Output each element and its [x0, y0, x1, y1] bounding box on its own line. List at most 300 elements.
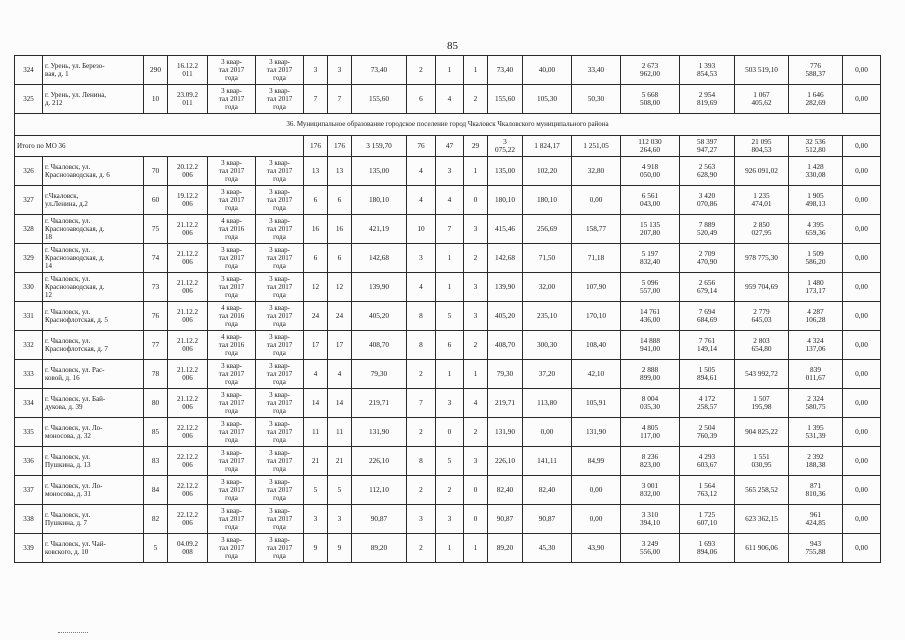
- total-cell: 1 824,17: [523, 136, 572, 157]
- table-cell: 73,40: [352, 56, 407, 85]
- table-cell: 959 704,69: [735, 273, 789, 302]
- table-row: [15, 186, 881, 215]
- table-cell: 158,77: [572, 215, 621, 244]
- table-cell: 7: [328, 85, 352, 114]
- address-cell: г. Чкаловск, ул. Чай- ковского, д. 10: [43, 534, 144, 563]
- table-cell: 2 656 679,14: [680, 273, 735, 302]
- table-row: [15, 447, 881, 476]
- row-number: 338: [15, 505, 43, 534]
- table-cell: 0: [464, 476, 488, 505]
- table-cell: 5 197 832,40: [621, 244, 680, 273]
- table-cell: 13: [304, 157, 328, 186]
- table-cell: 3 квар- тал 2017 года: [256, 244, 304, 273]
- table-cell: 3: [407, 505, 436, 534]
- table-cell: 0,00: [572, 186, 621, 215]
- table-cell: 105,30: [523, 85, 572, 114]
- table-row: [15, 244, 881, 273]
- table-cell: 4: [304, 360, 328, 389]
- table-cell: 3 квар- тал 2017 года: [208, 534, 256, 563]
- table-cell: 04.09.2 008: [168, 534, 208, 563]
- table-cell: 77: [144, 331, 168, 360]
- table-cell: 21.12.2 006: [168, 302, 208, 331]
- table-row: [15, 418, 881, 447]
- address-cell: г. Чкаловск, ул. Краснофлотская, д. 7: [43, 331, 144, 360]
- section-title: 36. Муниципальное образование городское поселение город Чкаловск Чкаловского муниципального района: [15, 114, 881, 136]
- row-number: 329: [15, 244, 43, 273]
- table-cell: 2: [407, 418, 436, 447]
- table-cell: 1: [436, 244, 464, 273]
- row-number: 334: [15, 389, 43, 418]
- table-cell: 155,60: [488, 85, 523, 114]
- table-cell: 3 квар- тал 2017 года: [208, 476, 256, 505]
- table-cell: 75: [144, 215, 168, 244]
- table-cell: 219,71: [352, 389, 407, 418]
- address-cell: г. Чкаловск, ул. Ло- моносова, д. 31: [43, 476, 144, 505]
- total-cell: 29: [464, 136, 488, 157]
- address-cell: г. Чкаловск, ул. Рас- ковой, д. 16: [43, 360, 144, 389]
- table-cell: 1 564 763,12: [680, 476, 735, 505]
- table-cell: 0,00: [843, 447, 881, 476]
- table-cell: 89,20: [488, 534, 523, 563]
- table-cell: 2 504 760,39: [680, 418, 735, 447]
- table-cell: 0,00: [843, 85, 881, 114]
- table-cell: 85: [144, 418, 168, 447]
- table-cell: 1 505 894,61: [680, 360, 735, 389]
- table-cell: 107,90: [572, 273, 621, 302]
- table-cell: 2 954 819,69: [680, 85, 735, 114]
- row-number: 325: [15, 85, 43, 114]
- section-header-row: [15, 114, 881, 136]
- table-cell: 6: [407, 85, 436, 114]
- table-cell: 3 310 394,10: [621, 505, 680, 534]
- table-cell: 8: [407, 302, 436, 331]
- table-cell: 17: [328, 331, 352, 360]
- table-cell: 84,99: [572, 447, 621, 476]
- table-cell: 8 236 823,00: [621, 447, 680, 476]
- table-cell: 2: [464, 418, 488, 447]
- table-cell: 0: [464, 186, 488, 215]
- address-cell: г. Чкаловск, ул. Красноэаводская, д. 6: [43, 157, 144, 186]
- total-cell: 3 159,70: [352, 136, 407, 157]
- table-cell: 21.12.2 006: [168, 215, 208, 244]
- table-cell: 1: [464, 56, 488, 85]
- row-number: 330: [15, 273, 43, 302]
- table-cell: 24: [304, 302, 328, 331]
- table-cell: 78: [144, 360, 168, 389]
- table-row: [15, 505, 881, 534]
- table-cell: 3 квар- тал 2017 года: [208, 360, 256, 389]
- table-cell: 71,50: [523, 244, 572, 273]
- table-cell: 7: [436, 215, 464, 244]
- table-cell: 4 287 106,28: [789, 302, 843, 331]
- table-cell: 0,00: [843, 186, 881, 215]
- table-cell: 135,00: [488, 157, 523, 186]
- table-cell: 1 393 854,53: [680, 56, 735, 85]
- table-row: [15, 56, 881, 85]
- address-cell: г. Чкаловск, ул. Ло- моносова, д. 32: [43, 418, 144, 447]
- table-cell: 16: [304, 215, 328, 244]
- total-cell: 58 397 947,27: [680, 136, 735, 157]
- table-cell: 4: [328, 360, 352, 389]
- table-cell: 6: [436, 331, 464, 360]
- table-cell: 3 квар- тал 2017 года: [208, 273, 256, 302]
- table-cell: 1: [464, 534, 488, 563]
- table-cell: 3: [407, 244, 436, 273]
- housing-register-table: [14, 55, 881, 563]
- table-cell: 3: [464, 273, 488, 302]
- table-cell: 926 091,02: [735, 157, 789, 186]
- table-cell: 4: [407, 157, 436, 186]
- table-cell: 21.12.2 006: [168, 244, 208, 273]
- table-cell: 405,20: [352, 302, 407, 331]
- table-cell: 4: [407, 273, 436, 302]
- row-number: 326: [15, 157, 43, 186]
- table-cell: 3 квар- тал 2017 года: [208, 244, 256, 273]
- table-cell: 3 001 832,00: [621, 476, 680, 505]
- table-cell: 3 квар- тал 2017 года: [256, 418, 304, 447]
- table-cell: 3 249 556,00: [621, 534, 680, 563]
- table-cell: 4 172 258,57: [680, 389, 735, 418]
- table-cell: 1 480 173,17: [789, 273, 843, 302]
- table-row: [15, 273, 881, 302]
- table-cell: 135,00: [352, 157, 407, 186]
- table-cell: 102,20: [523, 157, 572, 186]
- table-cell: 3 квар- тал 2017 года: [256, 534, 304, 563]
- table-cell: 1 551 030,95: [735, 447, 789, 476]
- total-row: [15, 136, 881, 157]
- table-row: [15, 215, 881, 244]
- row-number: 332: [15, 331, 43, 360]
- table-cell: 3: [328, 56, 352, 85]
- table-cell: 0,00: [843, 302, 881, 331]
- table-cell: 60: [144, 186, 168, 215]
- table-cell: 1 507 195,98: [735, 389, 789, 418]
- table-cell: 961 424,85: [789, 505, 843, 534]
- total-cell: 3 075,22: [488, 136, 523, 157]
- table-cell: 180,10: [488, 186, 523, 215]
- table-cell: 13: [328, 157, 352, 186]
- table-cell: 12: [328, 273, 352, 302]
- table-cell: 89,20: [352, 534, 407, 563]
- address-cell: г. Чкаловск, ул. Красноэаводская, д. 12: [43, 273, 144, 302]
- table-cell: 4 918 050,00: [621, 157, 680, 186]
- table-cell: 3 квар- тал 2017 года: [256, 302, 304, 331]
- table-cell: 9: [304, 534, 328, 563]
- table-cell: 3 квар- тал 2017 года: [208, 157, 256, 186]
- table-cell: 3: [464, 302, 488, 331]
- table-cell: 83: [144, 447, 168, 476]
- table-cell: 11: [328, 418, 352, 447]
- table-cell: 5: [436, 447, 464, 476]
- table-cell: 2: [464, 85, 488, 114]
- table-cell: 90,87: [523, 505, 572, 534]
- table-cell: 4: [464, 389, 488, 418]
- table-cell: 23.09.2 011: [168, 85, 208, 114]
- table-cell: 5: [328, 476, 352, 505]
- table-cell: 0,00: [843, 244, 881, 273]
- table-cell: 256,69: [523, 215, 572, 244]
- table-cell: 0,00: [572, 476, 621, 505]
- address-cell: г. Чкаловск, ул. Краснофлотская, д. 5: [43, 302, 144, 331]
- table-row: [15, 389, 881, 418]
- table-cell: 131,90: [352, 418, 407, 447]
- table-cell: 2: [407, 56, 436, 85]
- table-cell: 142,68: [488, 244, 523, 273]
- table-cell: 4: [436, 85, 464, 114]
- table-cell: 3: [436, 505, 464, 534]
- table-row: [15, 534, 881, 563]
- table-cell: 7 694 684,69: [680, 302, 735, 331]
- table-cell: 4 квар- тал 2016 года: [208, 331, 256, 360]
- table-cell: 112,10: [352, 476, 407, 505]
- table-cell: 943 755,88: [789, 534, 843, 563]
- table-cell: 7: [407, 389, 436, 418]
- table-cell: 6 561 043,00: [621, 186, 680, 215]
- table-cell: 21.12.2 006: [168, 360, 208, 389]
- table-cell: 79,30: [352, 360, 407, 389]
- table-cell: 155,60: [352, 85, 407, 114]
- table-cell: 19.12.2 006: [168, 186, 208, 215]
- address-cell: г. Чкаловск, ул. Красноэаводская, д. 18: [43, 215, 144, 244]
- table-cell: 80: [144, 389, 168, 418]
- table-row: [15, 157, 881, 186]
- table-cell: 22.12.2 006: [168, 476, 208, 505]
- table-cell: 3 420 070,86: [680, 186, 735, 215]
- row-number: 337: [15, 476, 43, 505]
- row-number: 331: [15, 302, 43, 331]
- table-cell: 3 квар- тал 2017 года: [256, 331, 304, 360]
- table-cell: 8 004 035,30: [621, 389, 680, 418]
- table-cell: 1 905 498,13: [789, 186, 843, 215]
- table-row: [15, 360, 881, 389]
- table-cell: 90,87: [352, 505, 407, 534]
- table-cell: 3 квар- тал 2017 года: [208, 186, 256, 215]
- table-cell: 226,10: [488, 447, 523, 476]
- rows-top: [15, 56, 881, 114]
- table-cell: 21.12.2 006: [168, 331, 208, 360]
- table-cell: 3 квар- тал 2017 года: [256, 476, 304, 505]
- table-cell: 7 889 520,49: [680, 215, 735, 244]
- table-cell: 1: [436, 360, 464, 389]
- table-cell: 3 квар- тал 2017 года: [256, 85, 304, 114]
- table-cell: 22.12.2 006: [168, 418, 208, 447]
- table-cell: 0,00: [843, 273, 881, 302]
- table-cell: 142,68: [352, 244, 407, 273]
- table-cell: 4 805 117,00: [621, 418, 680, 447]
- row-number: 327: [15, 186, 43, 215]
- table-cell: 82,40: [523, 476, 572, 505]
- row-number: 333: [15, 360, 43, 389]
- table-cell: 0: [464, 505, 488, 534]
- table-cell: 3 квар- тал 2017 года: [256, 389, 304, 418]
- table-cell: 32,00: [523, 273, 572, 302]
- table-cell: 33,40: [572, 56, 621, 85]
- total-cell: 32 536 512,80: [789, 136, 843, 157]
- table-cell: 2 803 654,80: [735, 331, 789, 360]
- table-cell: 3 квар- тал 2017 года: [256, 505, 304, 534]
- table-cell: 73,40: [488, 56, 523, 85]
- address-cell: г. Урень, ул. Ленина, д. 212: [43, 85, 144, 114]
- table-cell: 50,30: [572, 85, 621, 114]
- table-cell: 226,10: [352, 447, 407, 476]
- table-cell: 1: [464, 157, 488, 186]
- table-cell: 4 395 659,36: [789, 215, 843, 244]
- table-cell: 32,80: [572, 157, 621, 186]
- table-cell: 408,70: [352, 331, 407, 360]
- table-cell: 0,00: [843, 418, 881, 447]
- table-cell: 3: [464, 215, 488, 244]
- address-cell: г. Чкаловск, ул. Пушкина, д. 7: [43, 505, 144, 534]
- table-cell: 131,90: [488, 418, 523, 447]
- table-cell: 3: [304, 56, 328, 85]
- table-row: [15, 302, 881, 331]
- table-cell: 3 квар- тал 2017 года: [256, 56, 304, 85]
- table-cell: 3: [304, 505, 328, 534]
- table-cell: 0,00: [843, 360, 881, 389]
- table-cell: 776 588,37: [789, 56, 843, 85]
- table-cell: 3: [464, 447, 488, 476]
- table-cell: 5: [436, 302, 464, 331]
- table-cell: 3 квар- тал 2017 года: [256, 360, 304, 389]
- table-cell: 3 квар- тал 2017 года: [256, 215, 304, 244]
- address-cell: г. Чкаловск, ул. Бай- дукова, д. 39: [43, 389, 144, 418]
- table-cell: 11: [304, 418, 328, 447]
- table-cell: 1: [464, 360, 488, 389]
- table-cell: 3 квар- тал 2017 года: [208, 56, 256, 85]
- table-cell: 1 428 330,08: [789, 157, 843, 186]
- table-cell: 3 квар- тал 2017 года: [208, 505, 256, 534]
- table-cell: 978 775,30: [735, 244, 789, 273]
- table-cell: 5: [304, 476, 328, 505]
- table-cell: 6: [328, 244, 352, 273]
- total-cell: 0,00: [843, 136, 881, 157]
- table-cell: 7 761 149,14: [680, 331, 735, 360]
- footnote-separator: [58, 632, 88, 633]
- row-number: 336: [15, 447, 43, 476]
- table-cell: 108,40: [572, 331, 621, 360]
- table-cell: 17: [304, 331, 328, 360]
- table-cell: 22.12.2 006: [168, 447, 208, 476]
- address-cell: г. Урень, ул. Березо- вая, д. 1: [43, 56, 144, 85]
- table-cell: 20.12.2 006: [168, 157, 208, 186]
- table-cell: 300,30: [523, 331, 572, 360]
- table-cell: 3: [328, 505, 352, 534]
- table-cell: 219,71: [488, 389, 523, 418]
- table-cell: 1 693 894,06: [680, 534, 735, 563]
- table-cell: 105,91: [572, 389, 621, 418]
- table-cell: 14 888 941,00: [621, 331, 680, 360]
- table-cell: 76: [144, 302, 168, 331]
- table-cell: 4 293 603,67: [680, 447, 735, 476]
- table-cell: 3 квар- тал 2017 года: [256, 447, 304, 476]
- table-cell: 10: [407, 215, 436, 244]
- address-cell: г. Чкаловск, ул. Пушкина, д. 13: [43, 447, 144, 476]
- table-cell: 611 906,06: [735, 534, 789, 563]
- table-cell: 3 квар- тал 2017 года: [208, 85, 256, 114]
- table-row: [15, 85, 881, 114]
- table-cell: 24: [328, 302, 352, 331]
- table-cell: 74: [144, 244, 168, 273]
- table-cell: 82,40: [488, 476, 523, 505]
- table-cell: 4: [436, 186, 464, 215]
- table-cell: 1 509 586,20: [789, 244, 843, 273]
- table-cell: 3: [436, 157, 464, 186]
- table-cell: 2 392 188,38: [789, 447, 843, 476]
- table-row: [15, 331, 881, 360]
- table-cell: 9: [328, 534, 352, 563]
- table-cell: 839 011,67: [789, 360, 843, 389]
- table-cell: 1: [436, 534, 464, 563]
- table-cell: 5 096 557,00: [621, 273, 680, 302]
- table-cell: 15 135 207,80: [621, 215, 680, 244]
- table-cell: 1 646 282,69: [789, 85, 843, 114]
- table-cell: 3 квар- тал 2017 года: [208, 447, 256, 476]
- address-cell: г. Чкаловск, ул. Красноэаводская, д. 14: [43, 244, 144, 273]
- table-cell: 21.12.2 006: [168, 389, 208, 418]
- table-cell: 5 668 508,00: [621, 85, 680, 114]
- table-cell: 3: [436, 389, 464, 418]
- table-cell: 904 825,22: [735, 418, 789, 447]
- table-cell: 90,87: [488, 505, 523, 534]
- table-cell: 2 888 899,00: [621, 360, 680, 389]
- table-cell: 21: [304, 447, 328, 476]
- table-cell: 408,70: [488, 331, 523, 360]
- table-cell: 70: [144, 157, 168, 186]
- table-cell: 22.12.2 006: [168, 505, 208, 534]
- table-cell: 0,00: [572, 505, 621, 534]
- total-cell: 176: [328, 136, 352, 157]
- table-cell: 21: [328, 447, 352, 476]
- table-cell: 0,00: [843, 157, 881, 186]
- total-cell: 176: [304, 136, 328, 157]
- table-cell: 12: [304, 273, 328, 302]
- table-cell: 421,19: [352, 215, 407, 244]
- table-cell: 3 квар- тал 2017 года: [256, 157, 304, 186]
- table-cell: 3 квар- тал 2017 года: [208, 418, 256, 447]
- table-cell: 14: [328, 389, 352, 418]
- table-cell: 235,10: [523, 302, 572, 331]
- total-cell: 112 030 264,60: [621, 136, 680, 157]
- table-cell: 2: [407, 360, 436, 389]
- row-number: 339: [15, 534, 43, 563]
- table-cell: 139,90: [488, 273, 523, 302]
- table-cell: 84: [144, 476, 168, 505]
- table-cell: 0,00: [523, 418, 572, 447]
- table-cell: 1: [436, 273, 464, 302]
- table-cell: 2 324 580,75: [789, 389, 843, 418]
- table-cell: 2 673 962,00: [621, 56, 680, 85]
- table-cell: 10: [144, 85, 168, 114]
- total-cell: 76: [407, 136, 436, 157]
- table-cell: 71,18: [572, 244, 621, 273]
- table-cell: 113,80: [523, 389, 572, 418]
- table-cell: 141,11: [523, 447, 572, 476]
- table-cell: 21.12.2 006: [168, 273, 208, 302]
- table-cell: 3 квар- тал 2017 года: [256, 273, 304, 302]
- table-cell: 1 067 405,62: [735, 85, 789, 114]
- row-number: 328: [15, 215, 43, 244]
- table-cell: 0,00: [843, 389, 881, 418]
- table-cell: 3 квар- тал 2017 года: [208, 389, 256, 418]
- table-cell: 16: [328, 215, 352, 244]
- table-cell: 73: [144, 273, 168, 302]
- table-cell: 2: [407, 476, 436, 505]
- table-cell: 2 850 027,95: [735, 215, 789, 244]
- table-cell: 0,00: [843, 476, 881, 505]
- table-cell: 871 810,36: [789, 476, 843, 505]
- table-cell: 6: [304, 244, 328, 273]
- table-cell: 5: [144, 534, 168, 563]
